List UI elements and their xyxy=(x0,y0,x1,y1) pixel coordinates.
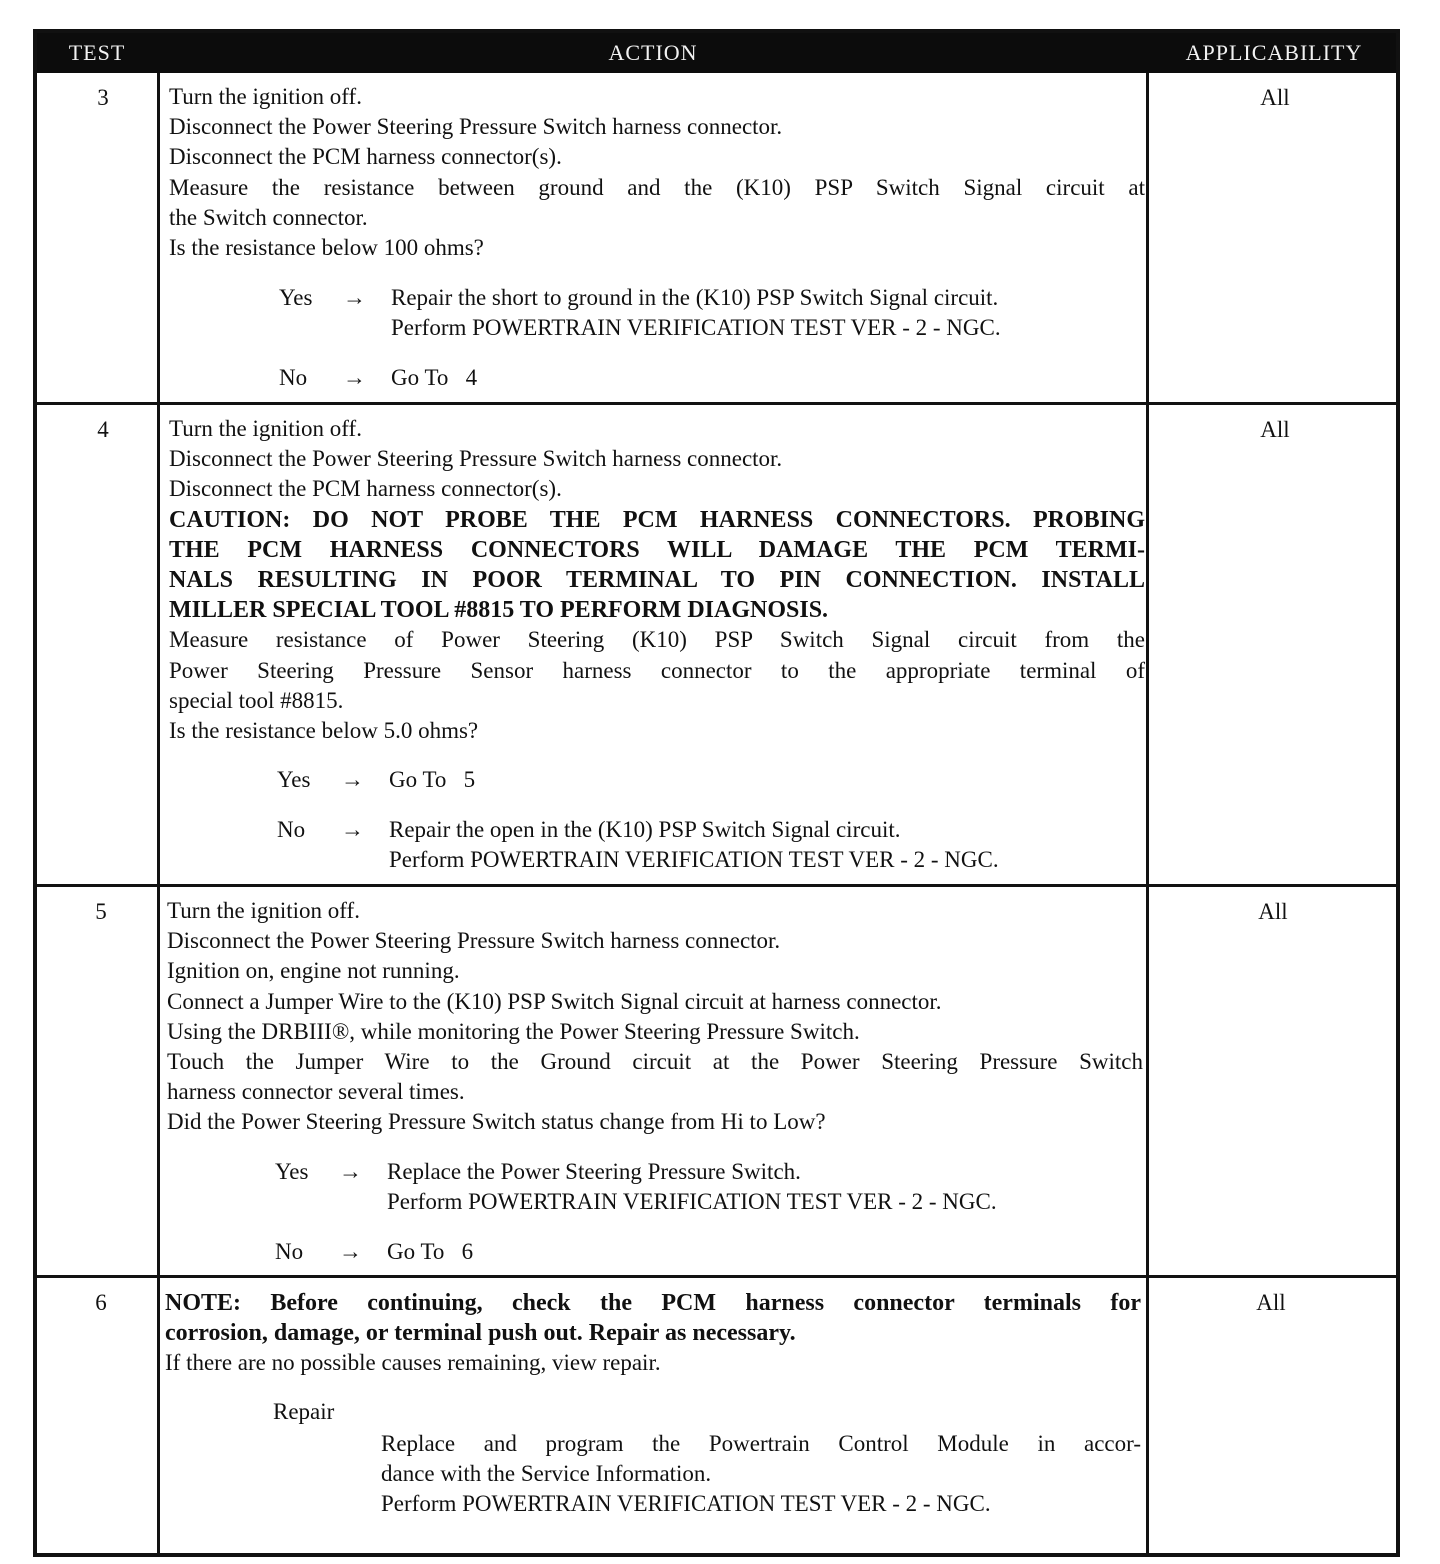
repair-text xyxy=(381,1429,1141,1519)
action-line: the Switch connector. xyxy=(169,204,368,230)
repair-line: Perform POWERTRAIN VERIFICATION TEST VER - 2 - NGC. xyxy=(381,1491,991,1516)
caution-line: CAUTION: DO NOT PROBE THE PCM HARNESS CONNECTORS. PROBING xyxy=(169,506,1145,533)
arrow-icon: → xyxy=(339,1159,362,1184)
test-number: 5 xyxy=(95,899,107,924)
action-line: Measure the resistance between ground and the (K10) PSP Switch Signal circuit at xyxy=(169,174,1145,200)
action-text xyxy=(165,1288,1141,1379)
action-line: Is the resistance below 5.0 ohms? xyxy=(169,718,479,744)
note-line: NOTE: Before continuing, check the PCM harness connector terminals for xyxy=(165,1290,1141,1316)
row-divider xyxy=(37,884,1396,887)
applicability-value: All xyxy=(1260,417,1290,442)
note-line: corrosion, damage, or terminal push out. Repair as necessary. xyxy=(165,1320,796,1347)
response-text: Replace the Power Steering Pressure Switch. xyxy=(387,1159,801,1184)
action-text xyxy=(169,82,1145,263)
applicability-value: All xyxy=(1256,1290,1286,1315)
action-line: special tool #8815. xyxy=(169,687,344,713)
response-text: Perform POWERTRAIN VERIFICATION TEST VER - 2 - NGC. xyxy=(389,847,999,872)
arrow-icon: → xyxy=(343,365,366,390)
action-line: Power Steering Pressure Sensor harness connector to the appropriate terminal of xyxy=(169,657,1145,683)
test-number: 4 xyxy=(97,417,109,442)
action-line: Using the DRBIII®, while monitoring the Power Steering Pressure Switch. xyxy=(167,1018,860,1044)
response-text: Go To 4 xyxy=(391,365,478,390)
response-label: Yes xyxy=(277,767,311,792)
action-line: Disconnect the Power Steering Pressure Switch harness connector. xyxy=(169,446,783,472)
header-applicability: APPLICABILITY xyxy=(1185,40,1363,65)
caution-line: NALS RESULTING IN POOR TERMINAL TO PIN CONNECTION. INSTALL xyxy=(169,567,1145,594)
action-line: Did the Power Steering Pressure Switch status change from Hi to Low? xyxy=(167,1109,826,1135)
arrow-icon: → xyxy=(341,817,364,842)
row-divider xyxy=(37,402,1396,405)
action-line: Disconnect the Power Steering Pressure Switch harness connector. xyxy=(167,928,781,954)
action-line: harness connector several times. xyxy=(167,1079,465,1105)
response-label: Yes xyxy=(275,1159,309,1184)
applicability-value: All xyxy=(1260,85,1290,110)
action-text xyxy=(169,414,1145,746)
response-text: Go To 5 xyxy=(389,767,476,792)
action-line: Turn the ignition off. xyxy=(167,898,360,923)
header-test: TEST xyxy=(68,40,126,65)
arrow-icon: → xyxy=(341,767,364,792)
arrow-icon: → xyxy=(343,285,366,310)
repair-line: Replace and program the Powertrain Control Module in accor- xyxy=(381,1431,1141,1456)
column-divider xyxy=(1146,73,1149,1553)
response-text: Repair the open in the (K10) PSP Switch Signal circuit. xyxy=(389,817,901,842)
applicability-value: All xyxy=(1258,899,1288,924)
response-label: No xyxy=(279,365,308,390)
action-line: Turn the ignition off. xyxy=(169,416,362,441)
response-text: Perform POWERTRAIN VERIFICATION TEST VER - 2 - NGC. xyxy=(391,315,1001,340)
response-label: No xyxy=(277,817,306,842)
action-line: Touch the Jumper Wire to the Ground circuit at the Power Steering Pressure Switch xyxy=(167,1049,1143,1075)
response-text: Perform POWERTRAIN VERIFICATION TEST VER - 2 - NGC. xyxy=(387,1189,997,1214)
action-line: Disconnect the PCM harness connector(s). xyxy=(169,476,562,502)
test-number: 6 xyxy=(95,1290,107,1315)
caution-line: THE PCM HARNESS CONNECTORS WILL DAMAGE THE PCM TERMI- xyxy=(169,536,1145,563)
test-number: 3 xyxy=(97,85,109,110)
repair-line: dance with the Service Information. xyxy=(381,1461,712,1486)
action-line: Measure resistance of Power Steering (K10) PSP Switch Signal circuit from the xyxy=(169,627,1145,653)
action-line: Disconnect the PCM harness connector(s). xyxy=(169,144,562,170)
table-header xyxy=(37,33,1396,73)
action-line: Disconnect the Power Steering Pressure Switch harness connector. xyxy=(169,114,783,140)
response-text: Repair the short to ground in the (K10) PSP Switch Signal circuit. xyxy=(391,285,999,310)
action-line: Connect a Jumper Wire to the (K10) PSP Switch Signal circuit at harness connector. xyxy=(167,988,942,1014)
action-line: Is the resistance below 100 ohms? xyxy=(169,235,484,261)
action-line: Ignition on, engine not running. xyxy=(167,958,460,984)
response-label: No xyxy=(275,1239,304,1264)
response-text: Go To 6 xyxy=(387,1239,474,1264)
action-line: If there are no possible causes remaining, view repair. xyxy=(165,1350,661,1376)
response-label: Yes xyxy=(279,285,313,310)
caution-line: MILLER SPECIAL TOOL #8815 TO PERFORM DIAGNOSIS. xyxy=(169,597,829,624)
action-line: Turn the ignition off. xyxy=(169,84,362,109)
column-divider xyxy=(157,73,160,1553)
row-divider xyxy=(37,1275,1396,1278)
arrow-icon: → xyxy=(339,1239,362,1264)
header-action: ACTION xyxy=(608,40,698,65)
repair-label: Repair xyxy=(273,1399,335,1424)
action-text xyxy=(167,896,1143,1138)
diagnostic-table xyxy=(33,29,1400,1557)
